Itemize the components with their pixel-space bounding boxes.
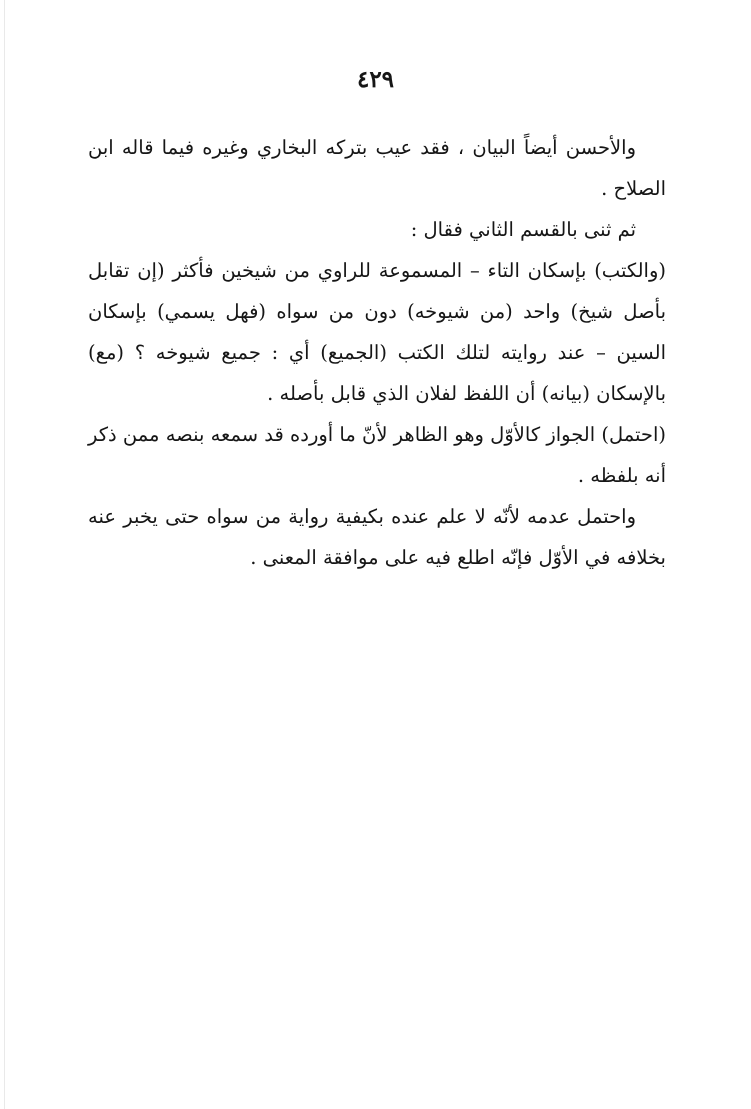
- paragraph-4: (احتمل) الجواز كالأوّل وهو الظاهر لأنّ ما أورده قد سمعه بنصه ممن ذكر أنه بلفظه .: [88, 423, 666, 487]
- paragraph-5: واحتمل عدمه لأنّه لا علم عنده بكيفية رواية من سواه حتى يخبر عنه بخلافه في الأوّل فإنّه اطلع فيه على موافقة المعنى .: [88, 505, 666, 569]
- scan-edge-line: [4, 0, 5, 1109]
- paragraph-2: ثم ثنى بالقسم الثاني فقال :: [410, 218, 636, 241]
- page-number: ٤٢٩: [356, 66, 395, 93]
- body-text: [88, 127, 666, 578]
- paragraph-1: والأحسن أيضاً البيان ، فقد عيب بتركه البخاري وغيره فيما قاله ابن الصلاح .: [88, 136, 666, 200]
- paragraph-3: (والكتب) بإسكان التاء – المسموعة للراوي من شيخين فأكثر (إن تقابل بأصل شيخ) واحد (من شيوخه) دون من سواه (فهل يسمي) بإسكان السين – عند روايته لتلك الكتب (الجميع) أي : جميع شيوخه ؟ (مع) بالإسكان (بيانه) أن اللفظ لفلان الذي قابل بأصله .: [88, 259, 666, 405]
